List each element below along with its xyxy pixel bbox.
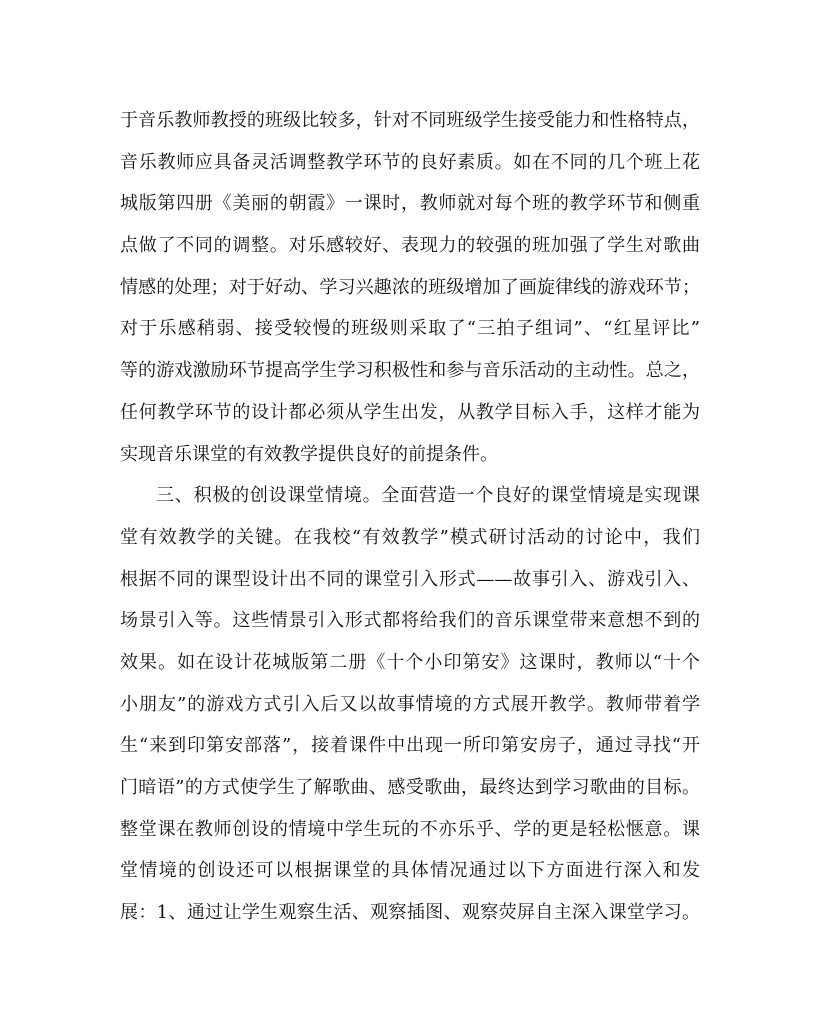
text-line: 堂情境的创设还可以根据课堂的具体情况通过以下方面进行深入和发	[120, 860, 700, 882]
text-line: 门暗语”的方式使学生了解歌曲、感受歌曲，最终达到学习歌曲的目标。	[120, 777, 700, 798]
text-line: 场景引入等。这些情景引入形式都将给我们的音乐课堂带来意想不到的	[120, 610, 700, 632]
paragraph-end-line: 实现音乐课堂的有效教学提供良好的前提条件。	[120, 443, 498, 465]
text-line: 展：1、通过让学生观察生活、观察插图、观察荧屏自主深入课堂学习。	[120, 902, 700, 924]
text-line: 效果。如在设计花城版第二册《十个小印第安》这课时，教师以“十个	[120, 651, 700, 673]
text-line: 小朋友”的游戏方式引入后又以故事情境的方式展开教学。教师带着学	[120, 693, 700, 715]
text-line: 生“来到印第安部落”，接着课件中出现一所印第安房子，通过寻找“开	[120, 735, 700, 757]
text-line: 音乐教师应具备灵活调整教学环节的良好素质。如在不同的几个班上花	[120, 151, 700, 173]
text-line: 点做了不同的调整。对乐感较好、表现力的较强的班加强了学生对歌曲	[120, 235, 700, 257]
section-heading-line: 三、积极的创设课堂情境。全面营造一个良好的课堂情境是实现课	[156, 485, 700, 507]
text-line: 任何教学环节的设计都必须从学生出发，从教学目标入手，这样才能为	[120, 401, 700, 423]
text-line: 根据不同的课型设计出不同的课堂引入形式——故事引入、游戏引入、	[120, 568, 700, 590]
text-line: 堂有效教学的关键。在我校“有效教学”模式研讨活动的讨论中，我们	[120, 526, 700, 548]
text-line: 整堂课在教师创设的情境中学生玩的不亦乐乎、学的更是轻松惬意。课	[120, 818, 700, 840]
text-line: 对于乐感稍弱、接受较慢的班级则采取了“三拍子组词”、“红星评比”	[120, 318, 700, 340]
text-line: 等的游戏激励环节提高学生学习积极性和参与音乐活动的主动性。总之，	[120, 360, 700, 382]
text-line: 情感的处理；对于好动、学习兴趣浓的班级增加了画旋律线的游戏环节；	[120, 276, 700, 298]
body-text	[120, 100, 700, 934]
text-line: 于音乐教师教授的班级比较多，针对不同班级学生接受能力和性格特点，	[120, 110, 700, 131]
text-line: 城版第四册《美丽的朝霞》一课时，教师就对每个班的教学环节和侧重	[120, 193, 700, 215]
